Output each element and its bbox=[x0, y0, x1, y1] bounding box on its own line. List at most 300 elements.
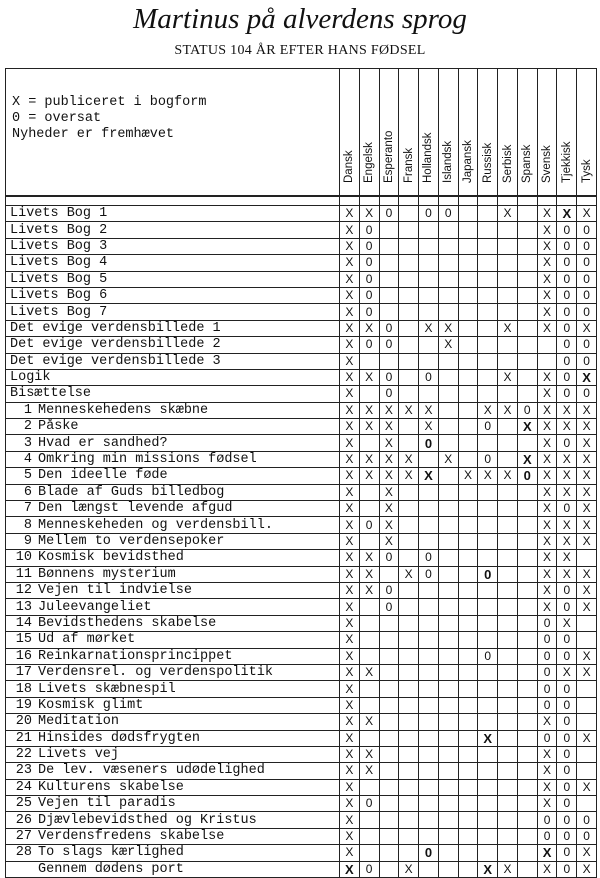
status-cell bbox=[537, 337, 557, 353]
status-cell bbox=[498, 484, 518, 500]
status-cell: X bbox=[359, 763, 379, 779]
status-cell: X bbox=[340, 566, 360, 582]
status-cell bbox=[498, 550, 518, 566]
table-row bbox=[6, 763, 597, 779]
status-cell: X bbox=[359, 550, 379, 566]
status-cell bbox=[517, 533, 537, 549]
book-title-cell bbox=[6, 714, 340, 730]
table-row bbox=[6, 582, 597, 598]
table-row bbox=[6, 484, 597, 500]
book-title: Menneskehedens skæbne bbox=[38, 402, 209, 418]
status-cell: 0 bbox=[537, 648, 557, 664]
status-cell bbox=[419, 828, 439, 844]
book-title: Bevidsthedens skabelse bbox=[38, 615, 217, 631]
status-cell bbox=[438, 582, 458, 598]
status-cell bbox=[399, 796, 419, 812]
status-cell: 0 bbox=[379, 386, 399, 402]
status-cell bbox=[419, 501, 439, 517]
book-title: Vejen til paradis bbox=[38, 796, 176, 812]
status-cell: 0 bbox=[557, 730, 577, 746]
status-cell: X bbox=[577, 533, 597, 549]
status-cell: X bbox=[577, 582, 597, 598]
status-cell bbox=[577, 615, 597, 631]
status-cell: X bbox=[498, 320, 518, 336]
book-title-cell bbox=[6, 386, 340, 402]
language-label: Spansk bbox=[521, 144, 534, 183]
status-cell: X bbox=[577, 484, 597, 500]
status-cell: X bbox=[359, 468, 379, 484]
status-cell: X bbox=[478, 730, 498, 746]
status-cell: X bbox=[577, 566, 597, 582]
status-cell: X bbox=[340, 582, 360, 598]
book-title-cell bbox=[6, 501, 340, 517]
status-cell bbox=[438, 255, 458, 271]
language-header bbox=[458, 69, 478, 197]
status-cell: 0 bbox=[577, 255, 597, 271]
status-cell bbox=[517, 582, 537, 598]
status-cell bbox=[517, 435, 537, 451]
status-cell: 0 bbox=[557, 369, 577, 385]
status-cell: 0 bbox=[557, 435, 577, 451]
status-cell: X bbox=[340, 337, 360, 353]
status-cell: X bbox=[537, 468, 557, 484]
status-cell bbox=[517, 746, 537, 762]
language-label: Engelsk bbox=[363, 142, 376, 183]
status-cell: X bbox=[340, 828, 360, 844]
book-title-cell bbox=[6, 533, 340, 549]
book-number: 15 bbox=[15, 632, 32, 648]
status-cell bbox=[399, 304, 419, 320]
status-cell: X bbox=[577, 468, 597, 484]
status-cell: X bbox=[537, 517, 557, 533]
status-cell: X bbox=[340, 419, 360, 435]
status-cell bbox=[498, 255, 518, 271]
status-cell bbox=[438, 599, 458, 615]
status-cell bbox=[399, 206, 419, 222]
status-cell: 0 bbox=[537, 812, 557, 828]
status-cell bbox=[517, 337, 537, 353]
status-cell bbox=[577, 632, 597, 648]
status-cell bbox=[478, 681, 498, 697]
status-cell bbox=[399, 484, 419, 500]
status-cell bbox=[379, 779, 399, 795]
status-cell bbox=[438, 468, 458, 484]
status-cell: X bbox=[359, 320, 379, 336]
status-cell: X bbox=[498, 369, 518, 385]
status-cell: 0 bbox=[557, 353, 577, 369]
book-number: 14 bbox=[15, 615, 32, 631]
status-cell bbox=[438, 533, 458, 549]
status-cell: 0 bbox=[557, 697, 577, 713]
status-cell: 0 bbox=[419, 566, 439, 582]
book-title-cell bbox=[6, 550, 340, 566]
status-cell bbox=[478, 615, 498, 631]
book-title-cell bbox=[6, 566, 340, 582]
book-number: 11 bbox=[15, 566, 32, 582]
status-cell bbox=[379, 287, 399, 303]
book-title: To slags kærlighed bbox=[38, 845, 184, 861]
status-cell bbox=[359, 599, 379, 615]
status-cell bbox=[478, 796, 498, 812]
book-number: 10 bbox=[15, 550, 32, 566]
status-cell: X bbox=[340, 845, 360, 861]
book-title-cell bbox=[6, 664, 340, 680]
language-header bbox=[517, 69, 537, 197]
status-cell bbox=[359, 484, 379, 500]
status-cell bbox=[498, 697, 518, 713]
status-cell bbox=[379, 812, 399, 828]
status-cell bbox=[498, 566, 518, 582]
status-cell bbox=[399, 779, 419, 795]
status-cell bbox=[438, 779, 458, 795]
status-cell bbox=[517, 501, 537, 517]
table-row bbox=[6, 238, 597, 254]
book-title-cell bbox=[6, 206, 340, 222]
status-cell bbox=[517, 271, 537, 287]
status-cell bbox=[438, 566, 458, 582]
status-cell bbox=[379, 353, 399, 369]
table-row bbox=[6, 419, 597, 435]
status-cell: 0 bbox=[557, 845, 577, 861]
status-cell bbox=[379, 746, 399, 762]
status-cell: 0 bbox=[557, 812, 577, 828]
status-cell bbox=[498, 353, 518, 369]
status-cell bbox=[438, 861, 458, 877]
status-cell bbox=[478, 386, 498, 402]
status-cell bbox=[419, 484, 439, 500]
status-cell: 0 bbox=[557, 386, 577, 402]
book-number: 28 bbox=[15, 845, 32, 861]
status-cell bbox=[379, 648, 399, 664]
status-cell bbox=[498, 796, 518, 812]
status-cell bbox=[379, 763, 399, 779]
status-cell: 0 bbox=[557, 238, 577, 254]
status-cell bbox=[379, 697, 399, 713]
status-cell bbox=[478, 550, 498, 566]
book-title-cell bbox=[6, 730, 340, 746]
language-header bbox=[359, 69, 379, 197]
status-cell bbox=[399, 501, 419, 517]
status-cell: X bbox=[419, 419, 439, 435]
status-cell bbox=[359, 681, 379, 697]
status-cell: 0 bbox=[419, 206, 439, 222]
status-cell bbox=[498, 828, 518, 844]
status-cell bbox=[399, 337, 419, 353]
status-cell bbox=[379, 730, 399, 746]
status-cell: X bbox=[577, 599, 597, 615]
status-cell bbox=[498, 714, 518, 730]
table-row bbox=[6, 304, 597, 320]
book-title-cell bbox=[6, 632, 340, 648]
status-cell bbox=[478, 828, 498, 844]
status-cell bbox=[517, 566, 537, 582]
table-row bbox=[6, 861, 597, 877]
status-cell: X bbox=[537, 206, 557, 222]
status-cell: X bbox=[537, 320, 557, 336]
status-cell bbox=[438, 664, 458, 680]
book-title: Reinkarnationsprincippet bbox=[38, 648, 233, 664]
status-cell: X bbox=[379, 435, 399, 451]
status-cell: 0 bbox=[379, 369, 399, 385]
status-cell: X bbox=[557, 419, 577, 435]
status-cell: X bbox=[340, 451, 360, 467]
status-cell: 0 bbox=[557, 648, 577, 664]
status-cell bbox=[419, 812, 439, 828]
status-cell bbox=[458, 222, 478, 238]
status-cell: X bbox=[340, 533, 360, 549]
table-row bbox=[6, 730, 597, 746]
status-cell bbox=[419, 304, 439, 320]
status-cell: 0 bbox=[537, 664, 557, 680]
status-cell bbox=[498, 763, 518, 779]
status-cell bbox=[498, 304, 518, 320]
status-cell bbox=[458, 419, 478, 435]
status-cell bbox=[458, 779, 478, 795]
status-cell: X bbox=[537, 386, 557, 402]
status-cell: 0 bbox=[577, 828, 597, 844]
book-title: Kulturens skabelse bbox=[38, 779, 184, 795]
status-cell bbox=[419, 353, 439, 369]
status-cell bbox=[458, 238, 478, 254]
status-cell: X bbox=[537, 287, 557, 303]
status-cell bbox=[399, 632, 419, 648]
status-cell bbox=[517, 222, 537, 238]
table-row bbox=[6, 222, 597, 238]
status-cell bbox=[379, 828, 399, 844]
language-label: Serbisk bbox=[501, 144, 514, 183]
book-title: Livets skæbnespil bbox=[38, 681, 176, 697]
book-title-cell bbox=[6, 287, 340, 303]
table-row bbox=[6, 287, 597, 303]
status-cell: 0 bbox=[557, 501, 577, 517]
status-cell: X bbox=[498, 861, 518, 877]
book-title: Den længst levende afgud bbox=[38, 501, 233, 517]
status-cell bbox=[458, 861, 478, 877]
status-cell bbox=[498, 599, 518, 615]
status-cell: X bbox=[340, 238, 360, 254]
language-header bbox=[537, 69, 557, 197]
status-cell bbox=[419, 632, 439, 648]
table-row bbox=[6, 779, 597, 795]
book-title-cell bbox=[6, 320, 340, 336]
status-cell: X bbox=[577, 435, 597, 451]
book-title-cell bbox=[6, 779, 340, 795]
status-cell bbox=[478, 812, 498, 828]
status-cell bbox=[419, 255, 439, 271]
status-cell: X bbox=[340, 763, 360, 779]
status-cell: 0 bbox=[379, 337, 399, 353]
language-label: Islandsk bbox=[442, 140, 455, 183]
status-cell bbox=[458, 451, 478, 467]
status-cell: X bbox=[340, 287, 360, 303]
book-number: 24 bbox=[15, 779, 32, 795]
status-cell: 0 bbox=[359, 238, 379, 254]
book-number: 17 bbox=[15, 665, 32, 681]
status-cell bbox=[438, 287, 458, 303]
status-cell: 0 bbox=[379, 550, 399, 566]
status-cell bbox=[399, 222, 419, 238]
book-title-cell bbox=[6, 451, 340, 467]
status-cell: X bbox=[340, 369, 360, 385]
status-cell: X bbox=[359, 451, 379, 467]
status-cell bbox=[458, 255, 478, 271]
book-title: Vejen til indvielse bbox=[38, 583, 192, 599]
status-cell bbox=[399, 369, 419, 385]
book-title: Mellem to verdensepoker bbox=[38, 534, 225, 549]
status-cell bbox=[399, 386, 419, 402]
book-title: Livets Bog 6 bbox=[10, 288, 108, 304]
book-title-cell bbox=[6, 615, 340, 631]
status-cell bbox=[517, 206, 537, 222]
table-row bbox=[6, 402, 597, 418]
status-cell bbox=[478, 271, 498, 287]
status-cell bbox=[399, 582, 419, 598]
status-cell: X bbox=[478, 402, 498, 418]
status-cell bbox=[438, 435, 458, 451]
table-row bbox=[6, 599, 597, 615]
status-cell bbox=[438, 419, 458, 435]
page-title: Martinus på alverdens sprog bbox=[133, 3, 467, 35]
status-cell: X bbox=[577, 664, 597, 680]
book-title-cell bbox=[6, 337, 340, 353]
status-cell bbox=[478, 763, 498, 779]
status-cell bbox=[419, 697, 439, 713]
book-title-cell bbox=[6, 812, 340, 828]
status-cell: X bbox=[419, 468, 439, 484]
book-number: 13 bbox=[15, 599, 32, 615]
status-cell bbox=[458, 484, 478, 500]
status-cell bbox=[478, 238, 498, 254]
status-cell bbox=[517, 796, 537, 812]
table-row bbox=[6, 206, 597, 222]
book-title: Meditation bbox=[38, 714, 120, 730]
status-cell: 0 bbox=[359, 271, 379, 287]
table-row bbox=[6, 517, 597, 533]
status-cell: 0 bbox=[557, 763, 577, 779]
status-cell: X bbox=[359, 582, 379, 598]
status-cell: 0 bbox=[379, 599, 399, 615]
status-cell bbox=[419, 517, 439, 533]
book-title-cell bbox=[6, 861, 340, 877]
status-cell: 0 bbox=[379, 206, 399, 222]
status-cell bbox=[478, 779, 498, 795]
status-cell bbox=[458, 681, 478, 697]
status-cell bbox=[379, 566, 399, 582]
book-title-cell bbox=[6, 845, 340, 861]
status-cell: 0 bbox=[359, 287, 379, 303]
status-cell: X bbox=[537, 501, 557, 517]
status-cell: X bbox=[419, 402, 439, 418]
book-title: Kosmisk glimt bbox=[38, 697, 144, 713]
status-cell bbox=[379, 681, 399, 697]
status-cell bbox=[399, 697, 419, 713]
language-label: Japansk bbox=[461, 140, 474, 183]
book-title: Livets Bog 1 bbox=[10, 206, 108, 222]
table-row bbox=[6, 337, 597, 353]
status-cell: X bbox=[340, 796, 360, 812]
status-cell bbox=[517, 697, 537, 713]
status-cell: X bbox=[399, 468, 419, 484]
status-cell bbox=[438, 484, 458, 500]
status-cell: 0 bbox=[517, 468, 537, 484]
status-cell: X bbox=[557, 402, 577, 418]
status-cell: 0 bbox=[359, 337, 379, 353]
status-cell bbox=[517, 320, 537, 336]
status-cell: 0 bbox=[557, 255, 577, 271]
status-cell: X bbox=[340, 468, 360, 484]
status-cell bbox=[517, 664, 537, 680]
book-title: Menneskeheden og verdensbill. bbox=[38, 517, 273, 533]
status-cell: X bbox=[359, 746, 379, 762]
status-cell: X bbox=[340, 255, 360, 271]
status-cell bbox=[498, 632, 518, 648]
status-cell: X bbox=[577, 861, 597, 877]
status-cell bbox=[498, 419, 518, 435]
status-cell: X bbox=[577, 517, 597, 533]
book-title: Livets Bog 2 bbox=[10, 222, 108, 238]
status-cell: X bbox=[537, 238, 557, 254]
status-cell bbox=[517, 287, 537, 303]
status-cell: X bbox=[379, 484, 399, 500]
status-cell bbox=[498, 779, 518, 795]
book-number: 4 bbox=[23, 452, 32, 468]
status-cell: X bbox=[438, 451, 458, 467]
status-cell bbox=[517, 845, 537, 861]
status-cell: X bbox=[399, 566, 419, 582]
status-cell bbox=[359, 730, 379, 746]
status-cell: X bbox=[379, 468, 399, 484]
status-cell: X bbox=[340, 615, 360, 631]
table-row bbox=[6, 353, 597, 369]
status-cell bbox=[419, 222, 439, 238]
status-cell: X bbox=[379, 451, 399, 467]
language-header bbox=[379, 69, 399, 197]
status-cell bbox=[399, 845, 419, 861]
language-header bbox=[478, 69, 498, 197]
status-cell: X bbox=[577, 501, 597, 517]
status-cell bbox=[478, 287, 498, 303]
status-cell bbox=[379, 271, 399, 287]
status-cell bbox=[458, 517, 478, 533]
status-cell bbox=[577, 746, 597, 762]
status-cell bbox=[517, 255, 537, 271]
table-row bbox=[6, 533, 597, 549]
status-cell bbox=[359, 828, 379, 844]
table-row bbox=[6, 615, 597, 631]
status-cell bbox=[379, 845, 399, 861]
language-label: Fransk bbox=[402, 147, 415, 183]
book-title: Livets vej bbox=[38, 747, 120, 763]
status-cell bbox=[438, 238, 458, 254]
status-cell bbox=[458, 648, 478, 664]
status-cell: 0 bbox=[577, 287, 597, 303]
status-cell bbox=[478, 337, 498, 353]
table-row bbox=[6, 386, 597, 402]
status-cell: X bbox=[359, 402, 379, 418]
status-cell: X bbox=[557, 206, 577, 222]
book-title-cell bbox=[6, 238, 340, 254]
book-number: 20 bbox=[15, 714, 32, 730]
table-row bbox=[6, 697, 597, 713]
status-cell: X bbox=[340, 320, 360, 336]
status-cell bbox=[498, 664, 518, 680]
book-number: 9 bbox=[23, 534, 32, 549]
status-cell bbox=[419, 746, 439, 762]
table-row bbox=[6, 796, 597, 812]
status-cell bbox=[498, 501, 518, 517]
status-cell: X bbox=[537, 566, 557, 582]
status-cell bbox=[498, 435, 518, 451]
